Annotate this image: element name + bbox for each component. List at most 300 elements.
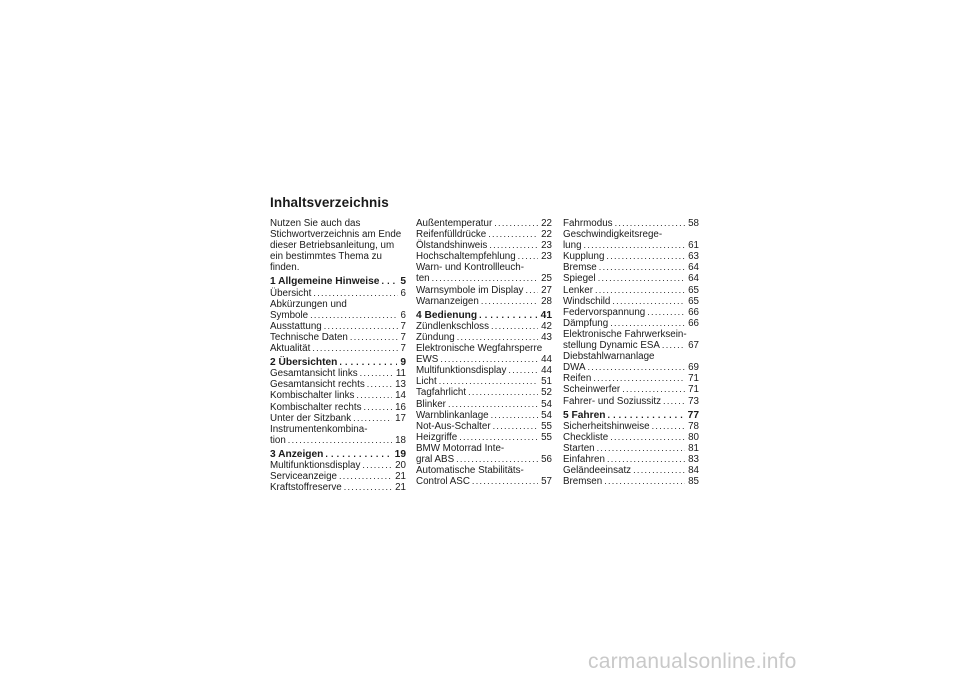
toc-row xyxy=(416,454,552,465)
toc-entry[interactable] xyxy=(563,443,699,454)
toc-row xyxy=(270,321,406,332)
dot-leader xyxy=(456,454,538,465)
toc-page-number: 6 xyxy=(400,309,406,321)
toc-row xyxy=(270,471,406,482)
toc-row xyxy=(563,465,699,476)
toc-entry-label: Warnblinkanlage xyxy=(416,409,489,421)
watermark: carmanualsonline.info xyxy=(588,650,797,673)
toc-row xyxy=(563,318,699,329)
dot-leader xyxy=(353,413,392,424)
toc-entry-label: DWA xyxy=(563,362,586,374)
toc-entry-label: Sicherheitshinweise xyxy=(563,420,650,432)
toc-entry-label: Reifen xyxy=(563,373,592,385)
toc-row xyxy=(270,460,406,471)
toc-entry-label: Bremsen xyxy=(563,476,603,488)
toc-entry[interactable] xyxy=(563,307,699,318)
toc-row xyxy=(416,376,552,387)
toc-row xyxy=(270,288,406,299)
toc-list xyxy=(563,218,699,487)
toc-row xyxy=(563,476,699,487)
toc-page-number: 25 xyxy=(541,273,552,285)
toc-chapter[interactable] xyxy=(270,357,406,368)
toc-row xyxy=(270,435,406,446)
toc-row xyxy=(563,262,699,273)
toc-entry-label-line: Warn- und Kontrollleuch- xyxy=(416,262,524,274)
toc-entry-label: Checkliste xyxy=(563,431,609,443)
toc-entry-label: Ausstattung xyxy=(270,320,322,332)
toc-page-number: 69 xyxy=(688,362,699,374)
toc-chapter[interactable] xyxy=(416,310,552,321)
toc-entry[interactable] xyxy=(270,299,406,321)
dot-leader xyxy=(344,482,392,493)
toc-page-number: 28 xyxy=(541,295,552,307)
toc-row xyxy=(270,368,406,379)
dot-leader xyxy=(339,471,392,482)
toc-row xyxy=(563,240,699,251)
dot-leader xyxy=(525,285,538,296)
toc-row xyxy=(416,399,552,410)
toc-entry-label: Hochschaltempfehlung xyxy=(416,251,516,263)
dot-leader xyxy=(622,384,685,395)
toc-entry[interactable] xyxy=(563,296,699,307)
toc-page-number: 43 xyxy=(541,331,552,343)
dot-leader xyxy=(597,443,686,454)
dot-leader xyxy=(584,240,686,251)
toc-page-number: 66 xyxy=(688,317,699,329)
dot-leader xyxy=(362,460,392,471)
dot-leader xyxy=(481,296,538,307)
toc-entry-label: Fahrmodus xyxy=(563,218,613,229)
toc-row xyxy=(416,365,552,376)
dot-leader xyxy=(288,435,392,446)
toc-page-number: 55 xyxy=(541,420,552,432)
toc-entry[interactable] xyxy=(416,399,552,410)
toc-column-3 xyxy=(563,218,699,487)
toc-entry-label: Gesamtansicht links xyxy=(270,368,358,380)
dot-leader xyxy=(310,310,397,321)
toc-entry-label: Fahrer- und Soziussitz xyxy=(563,395,662,407)
toc-column-1 xyxy=(270,218,406,493)
toc-page-number: 7 xyxy=(400,320,406,332)
toc-list xyxy=(416,218,552,487)
page-title: Inhaltsverzeichnis xyxy=(270,195,389,210)
toc-entry-label: Control ASC xyxy=(416,476,470,488)
toc-entry-label: tion xyxy=(270,434,286,446)
toc-entry-label-line: Abkürzungen und xyxy=(270,298,347,310)
toc-entry[interactable] xyxy=(563,421,699,432)
toc-entry[interactable] xyxy=(416,296,552,307)
toc-page-number: 44 xyxy=(541,365,552,377)
dot-leader xyxy=(312,343,397,354)
toc-entry[interactable] xyxy=(416,218,552,229)
toc-page-number: 20 xyxy=(395,459,406,471)
toc-entry[interactable] xyxy=(563,229,699,251)
toc-entry[interactable] xyxy=(270,482,406,493)
toc-page-number: 27 xyxy=(541,284,552,296)
toc-page-number: 64 xyxy=(688,273,699,285)
toc-entry-label: Technische Daten xyxy=(270,331,348,343)
toc-entry[interactable] xyxy=(563,465,699,476)
dot-leader xyxy=(356,390,392,401)
toc-page-number: 54 xyxy=(541,409,552,421)
toc-entry-label: Geländeeinsatz xyxy=(563,465,632,477)
toc-entry-label: Multifunktionsdisplay xyxy=(416,365,507,377)
dot-leader xyxy=(588,362,686,373)
toc-row xyxy=(416,410,552,421)
toc-page-number: 16 xyxy=(395,401,406,413)
toc-entry[interactable] xyxy=(563,273,699,284)
toc-entry[interactable] xyxy=(563,262,699,273)
toc-entry[interactable] xyxy=(563,432,699,443)
toc-page-number: 54 xyxy=(541,398,552,410)
toc-entry-label: Tagfahrlicht xyxy=(416,387,467,399)
dot-leader xyxy=(448,399,538,410)
toc-entry[interactable] xyxy=(563,251,699,262)
toc-entry[interactable] xyxy=(563,285,699,296)
toc-row xyxy=(563,443,699,454)
toc-entry-label: Unter der Sitzbank xyxy=(270,412,352,424)
dot-leader xyxy=(491,410,538,421)
dot-leader xyxy=(479,310,538,321)
toc-page-number: 19 xyxy=(394,448,406,460)
dot-leader xyxy=(488,229,538,240)
toc-entry[interactable] xyxy=(416,251,552,262)
toc-row xyxy=(270,343,406,354)
toc-row xyxy=(416,310,552,321)
toc-entry[interactable] xyxy=(563,318,699,329)
toc-entry-label-line: Elektronische Fahrwerksein- xyxy=(563,328,687,340)
dot-leader xyxy=(313,288,397,299)
toc-entry-label-line: Diebstahlwarnanlage xyxy=(563,351,655,363)
toc-entry-label-line: Instrumentenkombina- xyxy=(270,423,368,435)
toc-entry-label: Windschild xyxy=(563,295,611,307)
toc-row xyxy=(416,251,552,262)
toc-page-number: 71 xyxy=(688,384,699,396)
toc-entry[interactable] xyxy=(416,465,552,487)
toc-entry-label: Blinker xyxy=(416,398,446,410)
toc-page-number: 52 xyxy=(541,387,552,399)
toc-row xyxy=(270,482,406,493)
toc-row xyxy=(270,402,406,413)
toc-entry-label: Zündung xyxy=(416,331,455,343)
toc-entry-label: Einfahren xyxy=(563,453,605,465)
toc-entry-label: 5 Fahren xyxy=(563,409,606,421)
toc-page-number: 78 xyxy=(688,420,699,432)
toc-entry[interactable] xyxy=(416,432,552,443)
toc-entry[interactable] xyxy=(270,288,406,299)
toc-column-2 xyxy=(416,218,552,487)
toc-row xyxy=(270,276,406,287)
toc-entry[interactable] xyxy=(416,421,552,432)
dot-leader xyxy=(610,432,685,443)
toc-entry-label: Federvorspannung xyxy=(563,306,646,318)
dot-leader xyxy=(468,387,538,398)
toc-page-number: 9 xyxy=(400,357,406,369)
toc-entry-label: Multifunktionsdisplay xyxy=(270,459,361,471)
toc-row xyxy=(563,285,699,296)
toc-page-number: 17 xyxy=(395,412,406,424)
toc-page-number: 21 xyxy=(395,471,406,483)
toc-row xyxy=(270,357,406,368)
toc-page-number: 23 xyxy=(541,240,552,252)
toc-entry-label: gral ABS xyxy=(416,453,455,465)
toc-entry[interactable] xyxy=(270,413,406,424)
toc-page-number: 51 xyxy=(541,376,552,388)
toc-page-number: 65 xyxy=(688,295,699,307)
toc-page-number: 73 xyxy=(688,395,699,407)
toc-entry[interactable] xyxy=(270,471,406,482)
toc-entry[interactable] xyxy=(416,376,552,387)
toc-row xyxy=(563,273,699,284)
toc-entry[interactable] xyxy=(270,460,406,471)
toc-entry[interactable] xyxy=(270,332,406,343)
toc-entry[interactable] xyxy=(416,332,552,343)
toc-page-number: 56 xyxy=(541,453,552,465)
toc-page-number: 22 xyxy=(541,229,552,241)
toc-entry[interactable] xyxy=(416,443,552,465)
toc-page-number: 55 xyxy=(541,431,552,443)
toc-row xyxy=(270,310,406,321)
toc-entry[interactable] xyxy=(563,384,699,395)
toc-entry[interactable] xyxy=(563,351,699,373)
dot-leader xyxy=(489,240,538,251)
toc-chapter[interactable] xyxy=(270,276,406,287)
dot-leader xyxy=(381,276,397,287)
toc-entry-label: 4 Bedienung xyxy=(416,309,478,321)
dot-leader xyxy=(604,476,685,487)
toc-page-number: 18 xyxy=(395,434,406,446)
dot-leader xyxy=(598,273,685,284)
toc-page-number: 61 xyxy=(688,240,699,252)
toc-row xyxy=(563,432,699,443)
toc-row xyxy=(416,296,552,307)
dot-leader xyxy=(593,373,685,384)
toc-row xyxy=(563,396,699,407)
toc-entry-label-line: Elektronische Wegfahrsperre xyxy=(416,343,543,355)
toc-row xyxy=(563,410,699,421)
toc-entry-label: Licht xyxy=(416,376,437,388)
toc-row xyxy=(563,421,699,432)
toc-entry-label: Kombischalter links xyxy=(270,390,355,402)
toc-chapter[interactable] xyxy=(270,449,406,460)
dot-leader xyxy=(607,410,684,421)
toc-entry[interactable] xyxy=(416,410,552,421)
toc-page-number: 64 xyxy=(688,262,699,274)
toc-row xyxy=(270,379,406,390)
toc-entry-label: Aktualität xyxy=(270,343,311,355)
toc-page-number: 80 xyxy=(688,431,699,443)
intro-text: Nutzen Sie auch das Stichwortverzeichnis am Ende dieser Betriebsanleitung, um ein bestimmtes Thema zu finden. xyxy=(270,218,402,274)
dot-leader xyxy=(595,285,685,296)
dot-leader xyxy=(324,321,398,332)
dot-leader xyxy=(432,273,538,284)
toc-row xyxy=(563,218,699,229)
dot-leader xyxy=(652,421,686,432)
toc-row xyxy=(416,273,552,284)
toc-row xyxy=(416,229,552,240)
toc-row xyxy=(563,340,699,351)
toc-entry[interactable] xyxy=(563,218,699,229)
toc-entry[interactable] xyxy=(416,262,552,284)
toc-entry-label-line: Geschwindigkeitsrege- xyxy=(563,229,663,241)
toc-row xyxy=(563,454,699,465)
toc-entry-label: Zündlenkschloss xyxy=(416,320,489,332)
toc-entry-label: Spiegel xyxy=(563,273,596,285)
toc-entry[interactable] xyxy=(270,402,406,413)
toc-entry-label: Scheinwerfer xyxy=(563,384,621,396)
toc-page-number: 44 xyxy=(541,354,552,366)
toc-page-number: 42 xyxy=(541,320,552,332)
toc-row xyxy=(416,332,552,343)
toc-entry[interactable] xyxy=(563,329,699,351)
dot-leader xyxy=(610,318,685,329)
dot-leader xyxy=(663,396,685,407)
toc-row xyxy=(416,432,552,443)
toc-page-number: 67 xyxy=(688,340,699,352)
toc-page-number: 23 xyxy=(541,251,552,263)
toc-list xyxy=(270,276,406,493)
dot-leader xyxy=(612,296,685,307)
toc-entry[interactable] xyxy=(563,454,699,465)
dot-leader xyxy=(615,218,686,229)
toc-entry[interactable] xyxy=(563,373,699,384)
toc-row xyxy=(416,387,552,398)
toc-page-number: 66 xyxy=(688,306,699,318)
dot-leader xyxy=(367,379,392,390)
toc-entry-label: Heizgriffe xyxy=(416,431,458,443)
toc-entry[interactable] xyxy=(270,390,406,401)
toc-entry-label: Serviceanzeige xyxy=(270,471,337,483)
toc-row xyxy=(563,296,699,307)
toc-page-number: 6 xyxy=(400,287,406,299)
dot-leader xyxy=(493,421,539,432)
toc-entry-label: Außentemperatur xyxy=(416,218,493,229)
toc-page-number: 21 xyxy=(395,482,406,494)
toc-row xyxy=(563,362,699,373)
dot-leader xyxy=(494,218,538,229)
toc-entry[interactable] xyxy=(416,285,552,296)
toc-row xyxy=(270,413,406,424)
toc-entry[interactable] xyxy=(270,343,406,354)
toc-page-number: 5 xyxy=(400,276,406,288)
toc-page-number: 7 xyxy=(400,343,406,355)
dot-leader xyxy=(599,262,685,273)
toc-entry[interactable] xyxy=(416,343,552,365)
toc-page-number: 63 xyxy=(688,251,699,263)
dot-leader xyxy=(647,307,685,318)
toc-page-number: 7 xyxy=(400,331,406,343)
dot-leader xyxy=(607,454,685,465)
dot-leader xyxy=(363,402,392,413)
toc-row xyxy=(270,449,406,460)
toc-row xyxy=(416,476,552,487)
toc-row xyxy=(270,332,406,343)
toc-row xyxy=(563,384,699,395)
toc-entry-label: Reifenfülldrücke xyxy=(416,229,487,241)
toc-entry-label: Warnsymbole im Display xyxy=(416,284,524,296)
toc-page-number: 14 xyxy=(395,390,406,402)
toc-entry[interactable] xyxy=(416,229,552,240)
toc-row xyxy=(416,354,552,365)
toc-row xyxy=(563,307,699,318)
toc-entry-label: 2 Übersichten xyxy=(270,357,338,369)
toc-page-number: 22 xyxy=(541,218,552,229)
toc-entry-label: Bremse xyxy=(563,262,597,274)
toc-entry[interactable] xyxy=(416,387,552,398)
toc-entry[interactable] xyxy=(270,368,406,379)
toc-entry-label: Not-Aus-Schalter xyxy=(416,420,491,432)
dot-leader xyxy=(472,476,538,487)
toc-page-number: 41 xyxy=(540,309,552,321)
dot-leader xyxy=(633,465,685,476)
dot-leader xyxy=(457,332,538,343)
toc-page-number: 77 xyxy=(687,409,699,421)
toc-entry-label: Starten xyxy=(563,442,595,454)
toc-entry-label: Kraftstoffreserve xyxy=(270,482,342,494)
dot-leader xyxy=(606,251,685,262)
toc-page-number: 13 xyxy=(395,379,406,391)
toc-page-number: 65 xyxy=(688,284,699,296)
dot-leader xyxy=(440,354,538,365)
dot-leader xyxy=(491,321,538,332)
toc-entry[interactable] xyxy=(270,379,406,390)
toc-entry[interactable] xyxy=(563,396,699,407)
toc-entry[interactable] xyxy=(270,424,406,446)
dot-leader xyxy=(508,365,538,376)
toc-entry-label: Kupplung xyxy=(563,251,605,263)
toc-entry-label: Lenker xyxy=(563,284,593,296)
toc-page-number: 84 xyxy=(688,465,699,477)
dot-leader xyxy=(459,432,538,443)
toc-entry-label-line: Automatische Stabilitäts- xyxy=(416,465,524,477)
toc-row xyxy=(416,285,552,296)
toc-row xyxy=(563,251,699,262)
dot-leader xyxy=(339,357,397,368)
toc-entry[interactable] xyxy=(416,321,552,332)
toc-entry-label: stellung Dynamic ESA xyxy=(563,340,660,352)
toc-row xyxy=(416,421,552,432)
dot-leader xyxy=(439,376,538,387)
dot-leader xyxy=(360,368,393,379)
toc-row xyxy=(416,321,552,332)
toc-page-number: 71 xyxy=(688,373,699,385)
toc-chapter[interactable] xyxy=(563,410,699,421)
toc-row xyxy=(416,240,552,251)
toc-entry[interactable] xyxy=(270,321,406,332)
dot-leader xyxy=(518,251,538,262)
toc-entry[interactable] xyxy=(563,476,699,487)
toc-page-number: 85 xyxy=(688,476,699,488)
toc-entry-label: Kombischalter rechts xyxy=(270,401,362,413)
toc-row xyxy=(270,390,406,401)
dot-leader xyxy=(325,449,391,460)
toc-page-number: 83 xyxy=(688,453,699,465)
dot-leader xyxy=(350,332,398,343)
toc-page-number: 58 xyxy=(688,218,699,229)
toc-entry[interactable] xyxy=(416,365,552,376)
toc-entry[interactable] xyxy=(416,240,552,251)
toc-entry-label: 1 Allgemeine Hinweise xyxy=(270,276,380,288)
toc-entry-label: Übersicht xyxy=(270,287,312,299)
toc-entry-label-line: BMW Motorrad Inte- xyxy=(416,442,505,454)
toc-entry-label: ten xyxy=(416,273,430,285)
toc-entry-label: Gesamtansicht rechts xyxy=(270,379,365,391)
toc-entry-label: 3 Anzeigen xyxy=(270,448,324,460)
toc-entry-label: Warnanzeigen xyxy=(416,295,479,307)
toc-entry-label: Dämpfung xyxy=(563,317,609,329)
dot-leader xyxy=(662,340,685,351)
toc-entry-label: lung xyxy=(563,240,582,252)
